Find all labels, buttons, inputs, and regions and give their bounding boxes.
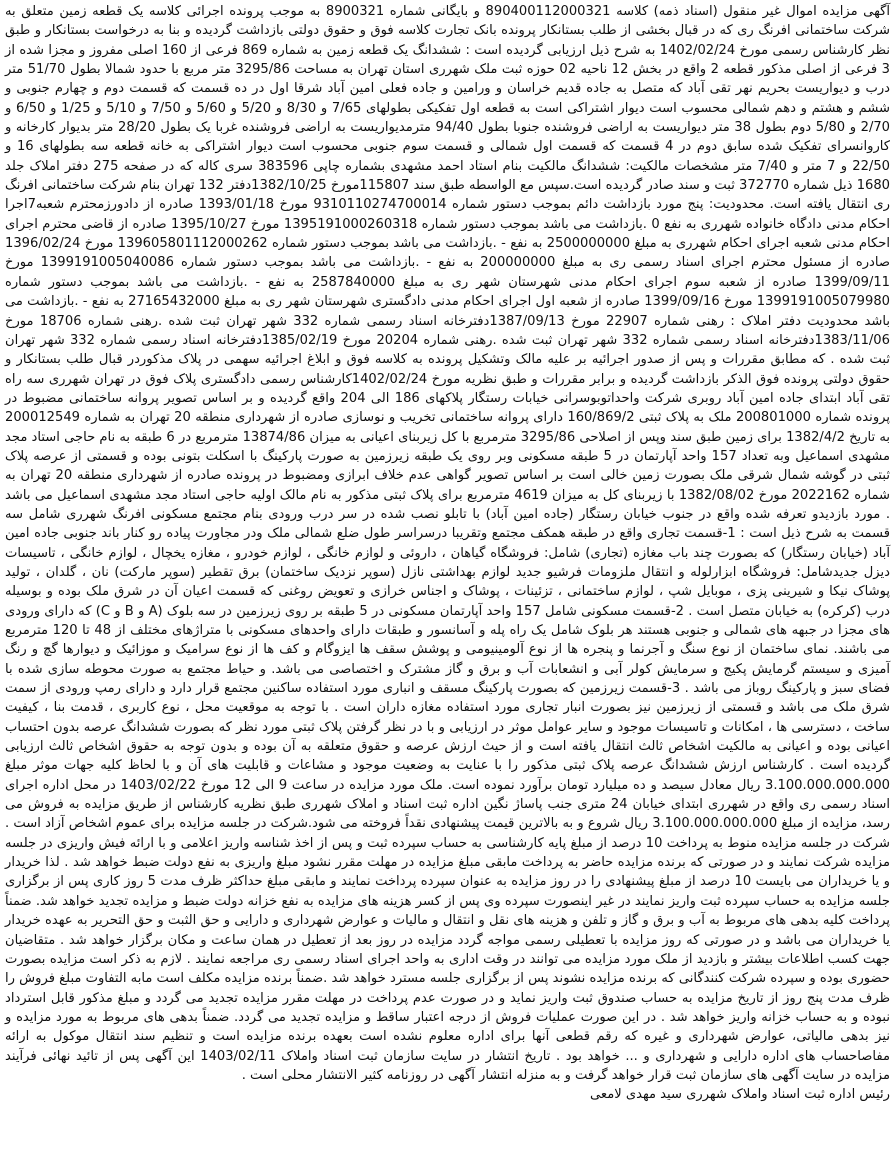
auction-notice-body: آگهی مزایده اموال غیر منقول (اسناد ذمه) کلاسه 890400112000321 و بایگانی شماره 8900321 به موجب پرونده اجرائی کلاسه یک قطعه زمین متعلق به شرکت ساختمانی افرنگ ری که در قبال بخشی از طلب بستانکار پرونده بانک تجارت کلاسه فوق و حقوق دولتی بازداشت گردیده و بنا به درخواست بستانکار و طبق نظر کارشناس رسمی مورخ 1402/02/24 به شرح ذیل ارزیابی گردیده است : ششدانگ یک قطعه زمین به شماره 869 فرعی از 160 اصلی مفروز و مجزا شده از 3 فرعی از اصلی مذکور قطعه 2 واقع در بخش 12 ناحیه 02 حوزه ثبت ملک شهرری استان تهران به مساحت 3295/86 متر مربع با حدود شمالا بطول 51/70 متر درب و دیواریست بحریم نهر تقی آباد که متصل به جاده قدیم خراسان و ورامین و جاده فعلی امین آباد شرقا اول در ده قسمت که قسمت دوم و چهارم جنوبی و ششم و هشتم و دهم شمالی محسوب است دیوار اشتراکی است به قطعه اول تفکیکی بطولهای 7/65 و 8/30 و 5/20 و 5/60 و 7/50 و 5/10 و 1/25 و 6/50 و 2/70 و 5/80 دوم بطول 38 متر دیواریست به اراضی فروشنده جنوبا بطول 94/40 مترمدیواریست به اراضی فروشنده غربا یک بطول 28/20 متر بدیوار کارخانه و کاروانسرای تفکیک شده سابق دوم در 4 قسمت که قسمت اول شمالی و قسمت سوم جنوبی محسوب است دیوار اشتراکی به خانه قطعه سه بطولهای 16 و 22/50 و 7 متر و 7/40 متر مشخصات مالکیت: ششدانگ مالکیت بنام استاد احمد مشهدی بشماره چاپی 383596 سری کاله که در صفحه 275 دفتر املاک جلد 1680 ذیل شماره 372770 ثبت و سند صادر گردیده است.سپس مع الواسطه طبق سند 115807مورخ 1382/10/25دفتر 132 تهران بنام شرکت ساختمانی افرنگ ری انتقال یافته است. محدودیت: پنج مورد بازداشت دائم بموجب دستور شماره 9310110274700014 مورخ 1393/01/18 صادره از دادورزمحترم شعبه7اجرا احکام مدنی دادگاه خانواده شهرری به نفع 0 .بازداشت می باشد بموجب دستور شماره 1395191000260318 مورخ 1395/10/27 صادره از قاضی محترم اجرای احکام مدنی شعبه اجرای احکام شهرری به مبلغ 2500000000 به نفع - .بازداشت می باشد بموجب دستور شماره 139605801112000262 مورخ 1396/02/24 صادره از مسئول محترم اجرای اسناد رسمی ری به مبلغ 200000000 به نفع - .بازداشت می باشد بموجب دستور شماره 1399191005040086 مورخ 1399/09/11 صادره از شعبه سوم اجرای احکام مدنی شهرستان شهر ری به مبلغ 2587840000 به نفع - .بازداشت می باشد بموجب دستور شماره 1399191005079980 مورخ 1399/09/16 صادره از شعبه اول اجرای احکام مدنی دادگستری شهرستان شهر ری به مبلغ 27165432000 به نفع - .بازداشت می باشد محدودیت دفتر املاک : رهنی شماره 22907 مورخ 1387/09/13دفترخانه اسناد رسمی شماره 332 شهر تهران ثبت شده .رهنی شماره 18706 مورخ 1383/11/06دفترخانه اسناد رسمی شماره 332 شهر تهران ثبت شده .رهنی شماره 20204 مورخ 1385/02/19دفترخانه اسناد رسمی شماره 332 شهر تهران ثبت شده . که مطابق مقررات و پس از صدور اجرائیه بر علیه مالک وتشکیل پرونده به کلاسه فوق و ابلاغ اجرائیه سهمی در پلاک مذکوردر قبال طلب بستانکار و حقوق دولتی پرونده فوق الذکر بازداشت گردیده و برابر مقررات و طبق نظریه مورخ 1402/02/24کارشناس رسمی دادگستری پلاک فوق در تهران شهرری سه راه تقی آباد ابتدای جاده امین آباد روبری شرکت واحداتوبوسرانی خیابات رستگار پلاکهای 186 الی 204 واقع گردیده و بر اساس تصویر پروانه ساختمانی مضبوط در پرونده شماره 200801000 ملک به پلاک ثبتی 160/869/2 دارای پروانه ساختمانی تخریب و نوسازی صادره از شهرداری منطقه 20 تهران به شماره 200012549 به تاریخ 1382/4/2 برای زمین طبق سند وپس از اصلاحی 3295/86 مترمربع با کل زیربنای اعیانی به میزان 13874/86 مترمربع در 6 طبقه به نام حاجی استاد مجد مشهدی اسماعیل وبه تعداد 157 واحد آپارتمان در 5 طبقه مسکونی وبر روی یک طبقه زیرزمین به صورت پارکینگ با اسکلت بتونی بوده و قسمتی از عرصه پلاک ثبتی در گوشه شمال شرقی ملک بصورت زمین خالی است بر اساس تصویر گواهی عدم خلاف ابرازی ومضبوط در پرونده صادره از شهرداری منطقه 20 تهران به شماره 2022162 مورخ 1382/08/02 با زیربنای کل به میزان 4619 مترمربع برای پلاک ثبتی مذکور به نام مالک اولیه حاجی استاد مجد مشهدی اسماعیل می باشد . مورد بازدیدو تعرفه شده واقع در جنوب خیابان رستگار (جاده امین آباد) با تابلو نصب شده در سر درب ورودی بنام مجتمع مسکونی افرنگ شهرری شامل سه قسمت به شرح ذیل است : 1-قسمت تجاری واقع در طبقه همکف مجتمع وتقریبا درسراسر طول ضلع شمالی ملک ودر مجاورت پیاده رو کنار باند جنوبی جاده امین آباد (خیابان رستگار) که بصورت چند باب مغازه (تجاری) شامل: فروشگاه گیاهان ، داروئی و لوازم خانگی ، لوازم خودرو ، مغازه یخچال ، لوازم خانگی ، تاسیسات دیزل جدیدشامل: فروشگاه ابزارلوله و انتقال ملزومات فرشیو جدید لوازم بهداشتی نازل (سوپر نزدیک ساختمان) برق تقطیر (سوپر مارکت) نان ، گلدان ، تولید پوشاک نیکا و شیرینی پزی ، موبایل شپ ، لوازم ساختمانی ، تزئینات ، پوشاک و اجناس خرازی و تعویض روغنی که قسمت اعیان آن در شرق ملک بوده و بوسیله درب (کرکره) به خیابان متصل است . 2-قسمت مسکونی شامل 157 واحد آپارتمان مسکونی در 5 طبقه بر روی زیرزمین در سه بلوک (A و B و C) که دارای ورودی های مجزا در جبهه های شمالی و جنوبی هستند هر بلوک شامل یک راه پله و آسانسور و طبقات دارای واحدهای مسکونی با متراژهای مختلف از 48 تا 120 مترمربع می باشند. نمای ساختمان از نوع سنگ و آجرنما و پنجره ها از نوع آلومینیومی و پوشش سقف ها ایزوگام و کف ها از نوع سرامیک و موزائیک و دیوارها گچ و رنگ آمیزی و سیستم گرمایش پکیج و سرمایش کولر آبی و انشعابات آب و برق و گاز مشترک و اختصاصی می باشد. و حیاط مجتمع به صورت محوطه سازی شده با فضای سبز و پارکینگ روباز می باشد . 3-قسمت زیرزمین که بصورت پارکینگ مسقف و انباری مورد استفاده ساکنین مجتمع قرار دارد و دارای رمپ ورودی از سمت شرق ملک می باشد و قسمتی از زیرزمین نیز بصورت انبار تجاری مورد استفاده مغازه داران است . با توجه به موقعیت محل ، نوع کاربری ، قدمت بنا ، کیفیت ساخت ، دسترسی ها ، امکانات و تاسیسات موجود و سایر عوامل موثر در ارزیابی و با در نظر گرفتن پلاک ثبتی مورد نظر که بصورت ششدانگ عرصه بدون احتساب اعیانی بوده و اعیانی به مالکیت اشخاص ثالث انتقال یافته است و از حیث ارزش عرصه و حقوق متعلقه به آن بوده و بدون توجه به حقوق اشخاص ثالث ارزیابی گردیده است . کارشناس ارزش ششدانگ عرصه پلاک ثبتی مذکور را با عنایت به وضعیت موجود و مشاعات و قابلیت های آن و با لحاظ کلیه جهات موثر مبلغ 3.100.000.000.000 ریال معادل سیصد و ده میلیارد تومان برآورد نموده است. ملک مورد مزایده در ساعت 9 الی 12 مورخ 1403/02/22 در محل اداره اجرای اسناد رسمی ری واقع در شهرری ابتدای خیابان 24 متری جنب پاساژ نگین اداره ثبت اسناد و املاک شهرری طبق نظریه کارشناس از طریق مزایده به فروش می رسد، مزایده از مبلغ 3.100.000.000.000 ریال شروع و به بالاترین قیمت پیشنهادی نقداً فروخته می شود.شرکت در جلسه مزایده برای عموم اشخاص آزاد است . شرکت در جلسه مزایده منوط به پرداخت 10 درصد از مبلغ پایه کارشناسی به حساب سپرده ثبت و پس از اخذ شناسه واریز اعلامی و با ارائه فیش واریزی در جلسه مزایده شرکت نمایند و در صورتی که برنده مزایده حاضر به پرداخت مابقی مبلغ مزایده در مهلت مقرر نشود مبلغ واریزی به نفع دولت ضبط خواهد شد . لذا خریدار و یا خریداران می بایست 10 درصد از مبلغ پیشنهادی را در روز مزایده به عنوان سپرده پرداخت نمایند و مابقی مبلغ حداکثر ظرف مدت 5 روز کاری پس از برگزاری جلسه مزایده به حساب سپرده ثبت واریز نمایند در غیر اینصورت سپرده وی پس از کسر هزینه های مزایده به نفع خزانه دولت ضبط و مزایده تجدید خواهد شد. ضمناً پرداخت کلیه بدهی های مربوط به آب و برق و گاز و تلفن و هزینه های نقل و انتقال و مالیات و عوارض شهرداری و دارایی و حق الثبت و حق التحریر به عهده خریدار یا خریداران می باشد و در صورتی که روز مزایده با تعطیلی رسمی مواجه گردد مزایده در روز بعد از تعطیل در همان ساعت و مکان برگزار خواهد شد . متقاضیان جهت کسب اطلاعات بیشتر و بازدید از ملک مورد مزایده می توانند در وقت اداری به واحد اجرای اسناد رسمی ری مراجعه نمایند . لازم به ذکر است مزایده بصورت حضوری بوده و سپرده شرکت کنندگانی که برنده مزایده نشوند پس از برگزاری جلسه مسترد خواهد شد .ضمناً برنده مزایده مکلف است مابه التفاوت مبلغ فروش را ظرف مدت پنج روز از تاریخ مزایده به حساب صندوق ثبت واریز نماید و در صورت عدم پرداخت در مهلت مقرر مزایده تجدید می گردد و مبلغ مذکور قابل استرداد نبوده و به حساب خزانه واریز خواهد شد . در این صورت عملیات فروش از درجه اعتبار ساقط و مزایده تجدید می گردد. ضمناً بدهی های مربوط به مورد مزایده و نیز بدهی مالیاتی، عوارض شهرداری و غیره که رقم قطعی آنها برای اداره معلوم نشده است بعهده برنده مزایده است و تنظیم سند انتقال موکول به ارائه مفاصاحساب های اداره دارایی و شهرداری و ... خواهد بود . تاریخ انتشار در سایت سازمان ثبت اسناد واملاک 1403/02/11 این آگهی پس از تائید نهائی فرآیند مزایده در سایت آگهی های سازمان ثبت قرار خواهد گرفت و به منزله انتشار آگهی در روزنامه کثیر الانتشار محلی است . (5, 4, 891, 1083)
notice-signature: رئیس اداره ثبت اسناد واملاک شهرری سید مهدی لامعی (589, 1087, 890, 1103)
